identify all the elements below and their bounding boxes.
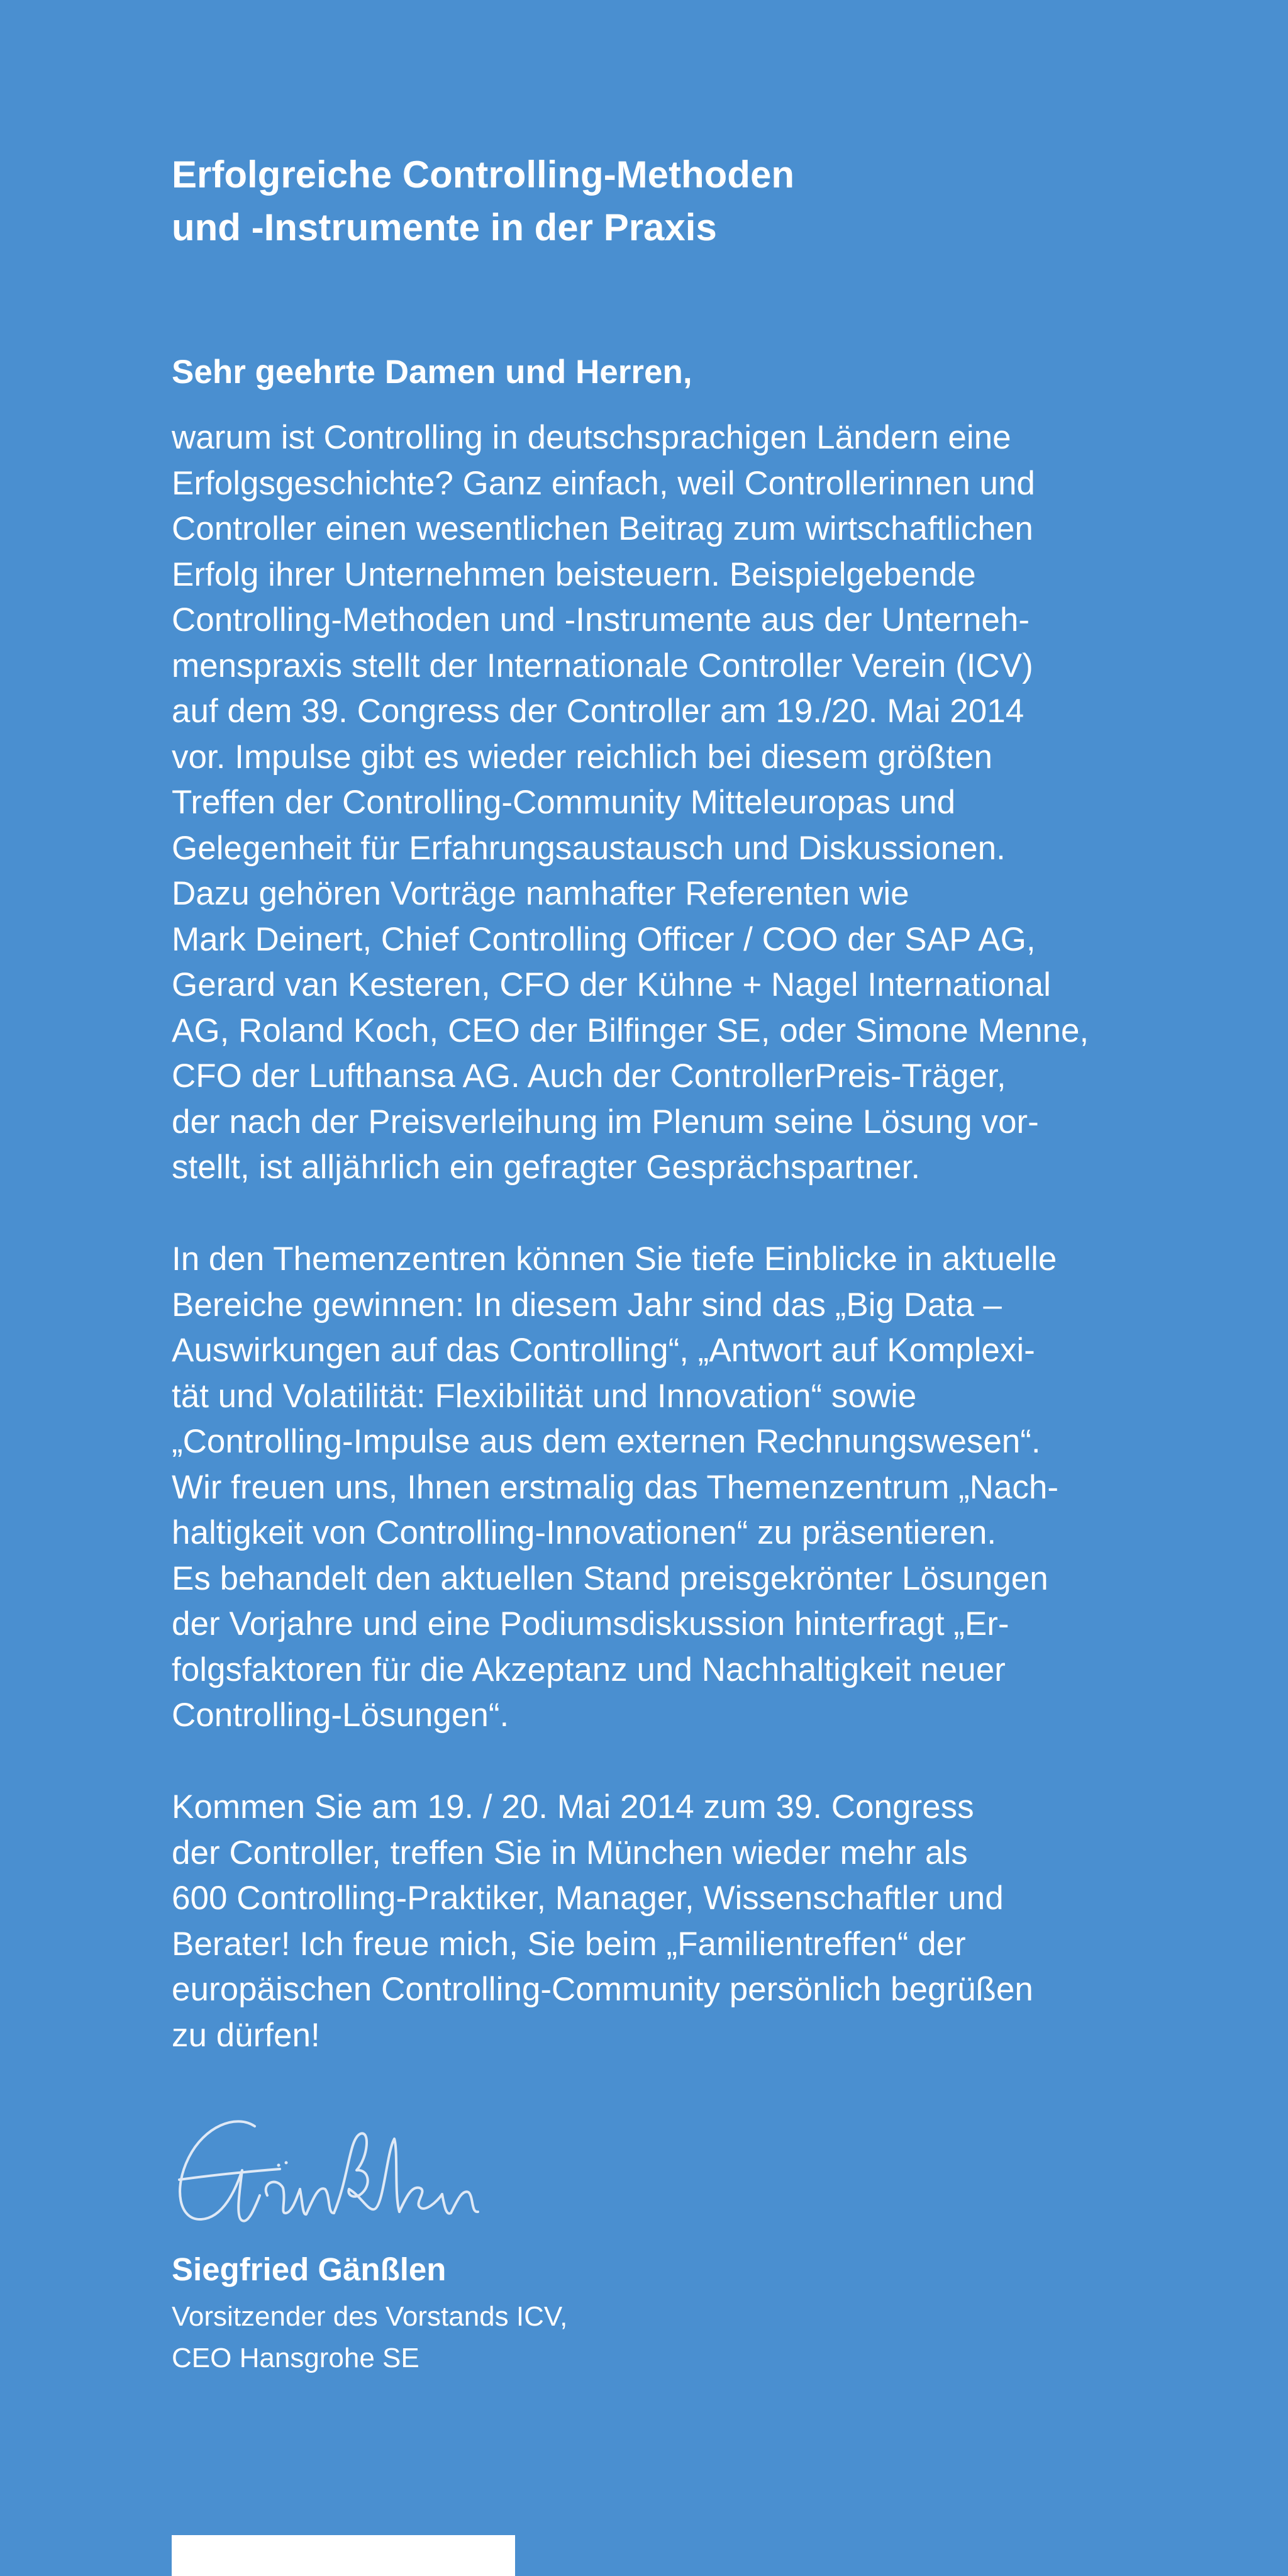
signer-name: Siegfried Gänßlen [172,2251,447,2287]
title-line: Erfolgreiche Controlling-Methoden [172,153,794,196]
text-line: haltigkeit von Controlling-Innovationen“ zu präsentieren. [172,1514,997,1551]
body-paragraph-1 [172,415,1153,1191]
title-line: und -Instrumente in der Praxis [172,206,717,248]
text-line: zu dürfen! [172,2016,320,2054]
signer-role [172,2296,567,2379]
text-line: In den Themenzentren können Sie tiefe Einblicke in aktuelle [172,1241,1057,1278]
text-line: auf dem 39. Congress der Controller am 19./20. Mai 2014 [172,693,1024,730]
text-line: Gelegenheit für Erfahrungsaustausch und Diskussionen. [172,829,1006,867]
text-line: der Controller, treffen Sie in München wieder mehr als [172,1834,968,1871]
text-line: warum ist Controlling in deutschsprachigen Ländern eine [172,419,1011,456]
text-line: 600 Controlling-Praktiker, Manager, Wissenschaftler und [172,1880,1004,1917]
text-line: Controller einen wesentlichen Beitrag zum wirtschaftlichen [172,510,1033,547]
body-paragraph-3 [172,1785,1153,2058]
salutation: Sehr geehrte Damen und Herren, [172,354,692,391]
text-line: Berater! Ich freue mich, Sie beim „Familientreffen“ der [172,1925,966,1963]
text-line: „Controlling-Impulse aus dem externen Rechnungswesen“. [172,1423,1041,1460]
text-line: Controlling-Lösungen“. [172,1697,509,1734]
text-line: der Vorjahre und eine Podiumsdiskussion hinterfragt „Er- [172,1605,1009,1642]
text-line: Erfolg ihrer Unternehmen beisteuern. Beispielgebende [172,555,976,593]
footer-bar [172,2535,515,2576]
text-line: der nach der Preisverleihung im Plenum seine Lösung vor- [172,1103,1039,1140]
text-line: AG, Roland Koch, CEO der Bilfinger SE, oder Simone Menne, [172,1012,1089,1049]
text-line: stellt, ist alljährlich ein gefragter Gesprächspartner. [172,1149,921,1186]
text-line: Es behandelt den aktuellen Stand preisgekrönter Lösungen [172,1559,1048,1597]
role-line: Vorsitzender des Vorstands ICV, [172,2301,568,2332]
text-line: Controlling-Methoden und -Instrumente aus der Unterneh- [172,601,1030,638]
body-paragraph-2 [172,1237,1153,1739]
text-line: tät und Volatilität: Flexibilität und Innovation“ sowie [172,1377,917,1415]
text-line: Bereiche gewinnen: In diesem Jahr sind das „Big Data – [172,1286,1002,1324]
text-line: Dazu gehören Vorträge namhafter Referenten wie [172,875,909,912]
text-line: folgsfaktoren für die Akzeptanz und Nachhaltigkeit neuer [172,1651,1006,1688]
text-line: vor. Impulse gibt es wieder reichlich bei diesem größten [172,738,992,776]
text-line: europäischen Controlling-Community persönlich begrüßen [172,1971,1033,2008]
handwritten-signature [160,2101,487,2239]
text-line: Auswirkungen auf das Controlling“, „Antwort auf Komplexi- [172,1332,1035,1369]
text-line: menspraxis stellt der Internationale Controller Verein (ICV) [172,647,1033,684]
text-line: CFO der Lufthansa AG. Auch der ControllerPreis-Träger, [172,1057,1006,1095]
text-line: Treffen der Controlling-Community Mitteleuropas und [172,784,956,821]
text-line: Mark Deinert, Chief Controlling Officer / COO der SAP AG, [172,920,1036,958]
text-line: Wir freuen uns, Ihnen erstmalig das Themenzentrum „Nach- [172,1468,1059,1506]
page-title [172,148,1178,254]
role-line: CEO Hansgrohe SE [172,2343,419,2373]
text-line: Erfolgsgeschichte? Ganz einfach, weil Controllerinnen und [172,464,1035,502]
text-line: Gerard van Kesteren, CFO der Kühne + Nagel International [172,966,1051,1003]
text-line: Kommen Sie am 19. / 20. Mai 2014 zum 39. Congress [172,1788,974,1826]
